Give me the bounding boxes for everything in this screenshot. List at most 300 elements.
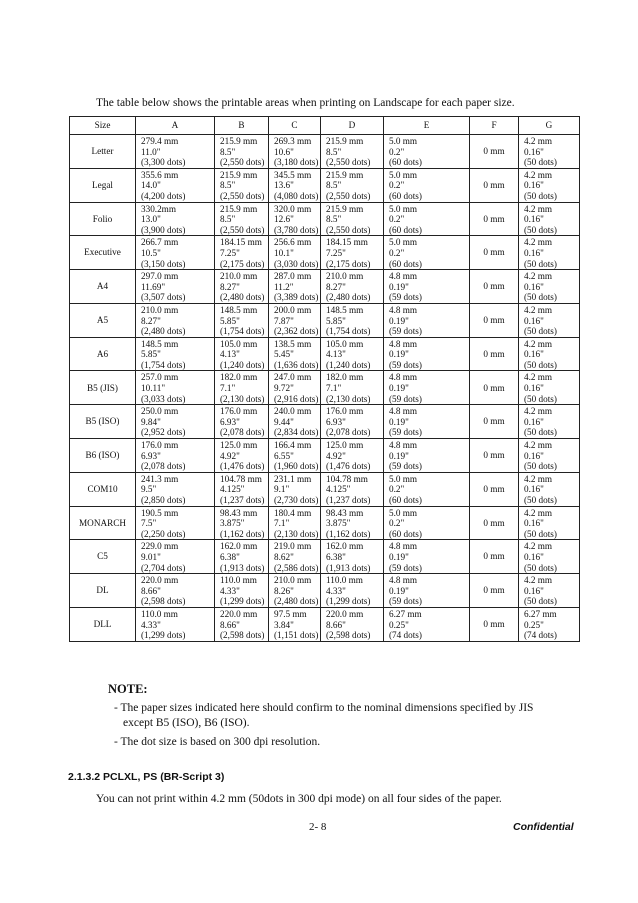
- cell-line: 210.0 mm: [274, 575, 312, 586]
- cell-line: 184.15 mm: [326, 237, 368, 248]
- value-cell: [269, 270, 321, 304]
- value-cell: [215, 472, 269, 506]
- f-cell: 0 mm: [470, 270, 519, 304]
- value-cell: [384, 506, 470, 540]
- value-cell: [384, 270, 470, 304]
- f-cell: 0 mm: [470, 236, 519, 270]
- cell-line: 6.38": [326, 551, 346, 562]
- f-cell: 0 mm: [470, 506, 519, 540]
- g-cell: [519, 303, 580, 337]
- cell-line: 0.19": [389, 551, 409, 562]
- cell-line: (4,200 dots): [141, 190, 186, 201]
- cell-line: 4.2 mm: [524, 271, 553, 282]
- value-cell: [215, 607, 269, 641]
- cell-line: 8.27": [326, 281, 346, 292]
- cell-line: 182.0 mm: [326, 372, 364, 383]
- cell-line: 9.01": [141, 551, 161, 562]
- size-cell: A6: [70, 337, 136, 371]
- column-header-a: A: [136, 117, 215, 135]
- cell-line: 8.5": [220, 214, 236, 225]
- cell-line: 215.9 mm: [326, 136, 364, 146]
- value-cell: [136, 472, 215, 506]
- value-cell: [215, 405, 269, 439]
- value-cell: [321, 202, 384, 236]
- value-cell: [269, 540, 321, 574]
- cell-line: 11.69": [141, 281, 166, 292]
- cell-line: 180.4 mm: [274, 507, 312, 518]
- note-title: NOTE:: [108, 682, 148, 696]
- cell-line: (59 dots): [389, 393, 422, 404]
- size-cell: Executive: [70, 236, 136, 270]
- cell-line: 0.16": [524, 383, 544, 394]
- cell-line: 5.0 mm: [389, 169, 418, 180]
- table-row: [70, 405, 580, 439]
- cell-line: (1,913 dots): [326, 562, 371, 573]
- cell-line: 231.1 mm: [274, 473, 312, 484]
- cell-line: (60 dots): [389, 528, 422, 539]
- cell-line: (50 dots): [524, 326, 557, 337]
- value-cell: [321, 439, 384, 473]
- value-cell: [269, 506, 321, 540]
- cell-line: 162.0 mm: [220, 541, 258, 552]
- value-cell: [136, 405, 215, 439]
- cell-line: (2,598 dots): [141, 596, 186, 607]
- cell-line: (59 dots): [389, 326, 422, 337]
- cell-line: (1,240 dots): [220, 359, 265, 370]
- value-cell: [321, 607, 384, 641]
- cell-line: (1,636 dots): [274, 359, 319, 370]
- cell-line: (1,299 dots): [326, 596, 371, 607]
- column-header-c: C: [269, 117, 321, 135]
- cell-line: 6.93": [220, 416, 240, 427]
- cell-line: 6.93": [326, 416, 346, 427]
- size-cell: MONARCH: [70, 506, 136, 540]
- cell-line: 215.9 mm: [220, 169, 258, 180]
- g-cell: [519, 405, 580, 439]
- cell-line: (3,150 dots): [141, 258, 186, 269]
- cell-line: (2,130 dots): [274, 528, 319, 539]
- cell-line: 3.875": [220, 518, 245, 529]
- value-cell: [136, 202, 215, 236]
- cell-line: 0.16": [524, 281, 544, 292]
- confidential-label: Confidential: [513, 821, 574, 833]
- size-cell: COM10: [70, 472, 136, 506]
- cell-line: (59 dots): [389, 292, 422, 303]
- cell-line: (2,850 dots): [141, 495, 186, 505]
- value-cell: [215, 337, 269, 371]
- size-cell: Folio: [70, 202, 136, 236]
- value-cell: [384, 405, 470, 439]
- cell-line: (2,480 dots): [141, 326, 186, 337]
- cell-line: 0.16": [524, 247, 544, 258]
- cell-line: (2,362 dots): [274, 326, 319, 337]
- cell-line: 5.85": [141, 349, 161, 360]
- size-cell: B5 (JIS): [70, 371, 136, 405]
- cell-line: 148.5 mm: [220, 304, 258, 315]
- page-number: 2- 8: [309, 821, 327, 833]
- cell-line: 9.44": [274, 416, 294, 427]
- cell-line: (2,550 dots): [326, 224, 371, 235]
- f-cell: 0 mm: [470, 371, 519, 405]
- cell-line: 176.0 mm: [220, 406, 258, 417]
- cell-line: (2,130 dots): [326, 393, 371, 404]
- cell-line: 10.1": [274, 247, 294, 258]
- value-cell: [136, 303, 215, 337]
- cell-line: (2,175 dots): [220, 258, 265, 269]
- value-cell: [136, 371, 215, 405]
- cell-line: 9.1": [274, 484, 290, 495]
- cell-line: 5.0 mm: [389, 203, 418, 214]
- cell-line: (2,078 dots): [141, 461, 186, 472]
- cell-line: 287.0 mm: [274, 271, 312, 282]
- cell-line: 176.0 mm: [141, 440, 179, 451]
- cell-line: 190.5 mm: [141, 507, 179, 518]
- cell-line: 320.0 mm: [274, 203, 312, 214]
- value-cell: [136, 506, 215, 540]
- value-cell: [384, 337, 470, 371]
- column-header-g: G: [519, 117, 580, 135]
- cell-line: 0.19": [389, 585, 409, 596]
- value-cell: [321, 303, 384, 337]
- cell-line: 0.16": [524, 450, 544, 461]
- g-cell: [519, 337, 580, 371]
- cell-line: (3,389 dots): [274, 292, 319, 303]
- cell-line: (1,299 dots): [141, 630, 186, 641]
- cell-line: 176.0 mm: [326, 406, 364, 417]
- f-cell: 0 mm: [470, 405, 519, 439]
- table-row: [70, 337, 580, 371]
- cell-line: (50 dots): [524, 427, 557, 438]
- value-cell: [136, 270, 215, 304]
- value-cell: [384, 540, 470, 574]
- cell-line: 98.43 mm: [326, 507, 364, 518]
- value-cell: [269, 472, 321, 506]
- cell-line: 4.2 mm: [524, 575, 553, 586]
- size-cell: A4: [70, 270, 136, 304]
- size-cell: DLL: [70, 607, 136, 641]
- cell-line: 269.3 mm: [274, 136, 312, 146]
- cell-line: (2,834 dots): [274, 427, 319, 438]
- cell-line: 4.2 mm: [524, 473, 553, 484]
- cell-line: 4.33": [141, 619, 161, 630]
- cell-line: (2,916 dots): [274, 393, 319, 404]
- value-cell: [215, 202, 269, 236]
- cell-line: (50 dots): [524, 528, 557, 539]
- cell-line: 210.0 mm: [326, 271, 364, 282]
- cell-line: 7.87": [274, 315, 294, 326]
- cell-line: 5.85": [326, 315, 346, 326]
- cell-line: 240.0 mm: [274, 406, 312, 417]
- cell-line: 220.0 mm: [141, 575, 179, 586]
- value-cell: [384, 135, 470, 169]
- cell-line: (3,180 dots): [274, 157, 319, 168]
- cell-line: 4.13": [220, 349, 240, 360]
- f-cell: 0 mm: [470, 202, 519, 236]
- table-row: [70, 439, 580, 473]
- cell-line: 4.33": [326, 585, 346, 596]
- cell-line: (74 dots): [389, 630, 422, 641]
- value-cell: [384, 607, 470, 641]
- cell-line: (2,250 dots): [141, 528, 186, 539]
- value-cell: [384, 202, 470, 236]
- cell-line: 0.16": [524, 315, 544, 326]
- size-cell: Legal: [70, 168, 136, 202]
- cell-line: (2,586 dots): [274, 562, 319, 573]
- value-cell: [269, 202, 321, 236]
- cell-line: 4.2 mm: [524, 507, 553, 518]
- cell-line: 215.9 mm: [326, 169, 364, 180]
- cell-line: (2,730 dots): [274, 495, 319, 505]
- cell-line: (3,900 dots): [141, 224, 186, 235]
- note-line-3: - The dot size is based on 300 dpi resolution.: [114, 736, 321, 748]
- g-cell: [519, 371, 580, 405]
- size-cell: B5 (ISO): [70, 405, 136, 439]
- value-cell: [321, 270, 384, 304]
- cell-line: 4.2 mm: [524, 338, 553, 349]
- g-cell: [519, 574, 580, 608]
- cell-line: (1,754 dots): [141, 359, 186, 370]
- cell-line: (2,704 dots): [141, 562, 186, 573]
- section-heading: 2.1.3.2 PCLXL, PS (BR-Script 3): [68, 771, 225, 783]
- value-cell: [269, 439, 321, 473]
- cell-line: 10.11": [141, 383, 166, 394]
- cell-line: 110.0 mm: [141, 608, 178, 619]
- cell-line: 210.0 mm: [141, 304, 179, 315]
- cell-line: 279.4 mm: [141, 136, 179, 146]
- cell-line: 4.2 mm: [524, 136, 553, 146]
- size-cell: C5: [70, 540, 136, 574]
- cell-line: 8.5": [326, 180, 342, 191]
- table-row: [70, 270, 580, 304]
- cell-line: (1,237 dots): [326, 495, 371, 505]
- value-cell: [269, 337, 321, 371]
- cell-line: 4.2 mm: [524, 440, 553, 451]
- g-cell: [519, 202, 580, 236]
- cell-line: (2,550 dots): [326, 157, 371, 168]
- cell-line: (1,754 dots): [220, 326, 265, 337]
- cell-line: 8.26": [274, 585, 294, 596]
- cell-line: 13.0": [141, 214, 161, 225]
- cell-line: 4.2 mm: [524, 406, 553, 417]
- cell-line: (1,754 dots): [326, 326, 371, 337]
- value-cell: [136, 168, 215, 202]
- cell-line: (2,598 dots): [220, 630, 265, 641]
- cell-line: 148.5 mm: [326, 304, 364, 315]
- cell-line: 0.25": [524, 619, 544, 630]
- cell-line: (60 dots): [389, 224, 422, 235]
- cell-line: 0.25": [389, 619, 409, 630]
- cell-line: (2,130 dots): [220, 393, 265, 404]
- cell-line: (50 dots): [524, 495, 557, 505]
- cell-line: 5.45": [274, 349, 294, 360]
- f-cell: 0 mm: [470, 303, 519, 337]
- cell-line: (3,507 dots): [141, 292, 186, 303]
- cell-line: 7.1": [326, 383, 342, 394]
- table-row: [70, 371, 580, 405]
- cell-line: 166.4 mm: [274, 440, 312, 451]
- f-cell: 0 mm: [470, 540, 519, 574]
- value-cell: [215, 371, 269, 405]
- cell-line: (4,080 dots): [274, 190, 319, 201]
- g-cell: [519, 439, 580, 473]
- cell-line: (1,476 dots): [326, 461, 371, 472]
- cell-line: (2,480 dots): [326, 292, 371, 303]
- cell-line: 8.27": [141, 315, 161, 326]
- value-cell: [321, 574, 384, 608]
- cell-line: (59 dots): [389, 427, 422, 438]
- f-cell: 0 mm: [470, 168, 519, 202]
- cell-line: 0.2": [389, 180, 405, 191]
- cell-line: 104.78 mm: [220, 473, 262, 484]
- cell-line: 6.27 mm: [524, 608, 557, 619]
- cell-line: 184.15 mm: [220, 237, 262, 248]
- cell-line: (60 dots): [389, 190, 422, 201]
- cell-line: 104.78 mm: [326, 473, 368, 484]
- cell-line: (2,480 dots): [220, 292, 265, 303]
- cell-line: (2,598 dots): [326, 630, 371, 641]
- cell-line: 256.6 mm: [274, 237, 312, 248]
- cell-line: 0.19": [389, 383, 409, 394]
- cell-line: 220.0 mm: [220, 608, 258, 619]
- value-cell: [321, 540, 384, 574]
- cell-line: (2,078 dots): [326, 427, 371, 438]
- cell-line: 148.5 mm: [141, 338, 179, 349]
- table-row: [70, 607, 580, 641]
- cell-line: (50 dots): [524, 292, 557, 303]
- value-cell: [321, 472, 384, 506]
- column-header-d: D: [321, 117, 384, 135]
- cell-line: 8.66": [220, 619, 240, 630]
- f-cell: 0 mm: [470, 574, 519, 608]
- cell-line: 330.2mm: [141, 203, 176, 214]
- value-cell: [269, 236, 321, 270]
- f-cell: 0 mm: [470, 607, 519, 641]
- cell-line: (3,300 dots): [141, 157, 186, 168]
- f-cell: 0 mm: [470, 472, 519, 506]
- cell-line: (74 dots): [524, 630, 557, 641]
- cell-line: (3,780 dots): [274, 224, 319, 235]
- cell-line: (60 dots): [389, 258, 422, 269]
- cell-line: (2,078 dots): [220, 427, 265, 438]
- table-row: [70, 574, 580, 608]
- cell-line: 4.2 mm: [524, 372, 553, 383]
- g-cell: [519, 472, 580, 506]
- cell-line: 215.9 mm: [326, 203, 364, 214]
- cell-line: 4.8 mm: [389, 372, 418, 383]
- cell-line: 4.8 mm: [389, 304, 418, 315]
- cell-line: 125.0 mm: [220, 440, 258, 451]
- value-cell: [321, 168, 384, 202]
- value-cell: [215, 168, 269, 202]
- cell-line: 13.6": [274, 180, 294, 191]
- value-cell: [321, 236, 384, 270]
- cell-line: 8.66": [326, 619, 346, 630]
- value-cell: [136, 439, 215, 473]
- cell-line: (50 dots): [524, 258, 557, 269]
- value-cell: [136, 540, 215, 574]
- cell-line: 6.55": [274, 450, 294, 461]
- value-cell: [136, 607, 215, 641]
- cell-line: 0.16": [524, 349, 544, 360]
- cell-line: 11.2": [274, 281, 294, 292]
- cell-line: (3,033 dots): [141, 393, 186, 404]
- cell-line: 4.2 mm: [524, 304, 553, 315]
- value-cell: [215, 135, 269, 169]
- value-cell: [269, 371, 321, 405]
- cell-line: (1,240 dots): [326, 359, 371, 370]
- value-cell: [215, 303, 269, 337]
- cell-line: 7.25": [326, 247, 346, 258]
- cell-line: (1,476 dots): [220, 461, 265, 472]
- cell-line: (2,550 dots): [220, 224, 265, 235]
- cell-line: (60 dots): [389, 157, 422, 168]
- cell-line: 4.13": [326, 349, 346, 360]
- cell-line: 0.19": [389, 315, 409, 326]
- cell-line: 110.0 mm: [326, 575, 363, 586]
- cell-line: (50 dots): [524, 393, 557, 404]
- cell-line: 355.6 mm: [141, 169, 179, 180]
- size-cell: A5: [70, 303, 136, 337]
- note-line-1: - The paper sizes indicated here should confirm to the nominal dimensions specified by JIS: [114, 702, 534, 714]
- cell-line: (50 dots): [524, 359, 557, 370]
- cell-line: (59 dots): [389, 461, 422, 472]
- cell-line: (2,550 dots): [220, 190, 265, 201]
- cell-line: 297.0 mm: [141, 271, 179, 282]
- cell-line: 9.5": [141, 484, 157, 495]
- cell-line: 4.8 mm: [389, 440, 418, 451]
- cell-line: 10.6": [274, 146, 294, 157]
- cell-line: 7.5": [141, 518, 157, 529]
- cell-line: 8.62": [274, 551, 294, 562]
- cell-line: (60 dots): [389, 495, 422, 505]
- size-cell: DL: [70, 574, 136, 608]
- cell-line: 8.5": [220, 180, 236, 191]
- cell-line: 5.0 mm: [389, 473, 418, 484]
- cell-line: 257.0 mm: [141, 372, 179, 383]
- cell-line: 241.3 mm: [141, 473, 179, 484]
- cell-line: (59 dots): [389, 562, 422, 573]
- cell-line: 4.2 mm: [524, 237, 553, 248]
- cell-line: 4.92": [220, 450, 240, 461]
- cell-line: (59 dots): [389, 359, 422, 370]
- note-line-2: except B5 (ISO), B6 (ISO).: [123, 717, 250, 729]
- cell-line: 4.2 mm: [524, 169, 553, 180]
- value-cell: [384, 472, 470, 506]
- size-cell: Letter: [70, 135, 136, 169]
- column-header-f: F: [470, 117, 519, 135]
- value-cell: [136, 236, 215, 270]
- cell-line: 247.0 mm: [274, 372, 312, 383]
- cell-line: 5.0 mm: [389, 136, 418, 146]
- cell-line: (2,480 dots): [274, 596, 319, 607]
- cell-line: 9.84": [141, 416, 161, 427]
- cell-line: 4.8 mm: [389, 338, 418, 349]
- cell-line: 0.19": [389, 450, 409, 461]
- table-row: [70, 236, 580, 270]
- cell-line: (2,952 dots): [141, 427, 186, 438]
- value-cell: [269, 168, 321, 202]
- cell-line: 0.2": [389, 518, 405, 529]
- cell-line: 7.1": [274, 518, 290, 529]
- cell-line: 8.5": [220, 146, 236, 157]
- cell-line: 215.9 mm: [220, 203, 258, 214]
- g-cell: [519, 270, 580, 304]
- table-row: [70, 506, 580, 540]
- column-header-e: E: [384, 117, 470, 135]
- cell-line: 229.0 mm: [141, 541, 179, 552]
- value-cell: [384, 303, 470, 337]
- cell-line: 4.125": [326, 484, 351, 495]
